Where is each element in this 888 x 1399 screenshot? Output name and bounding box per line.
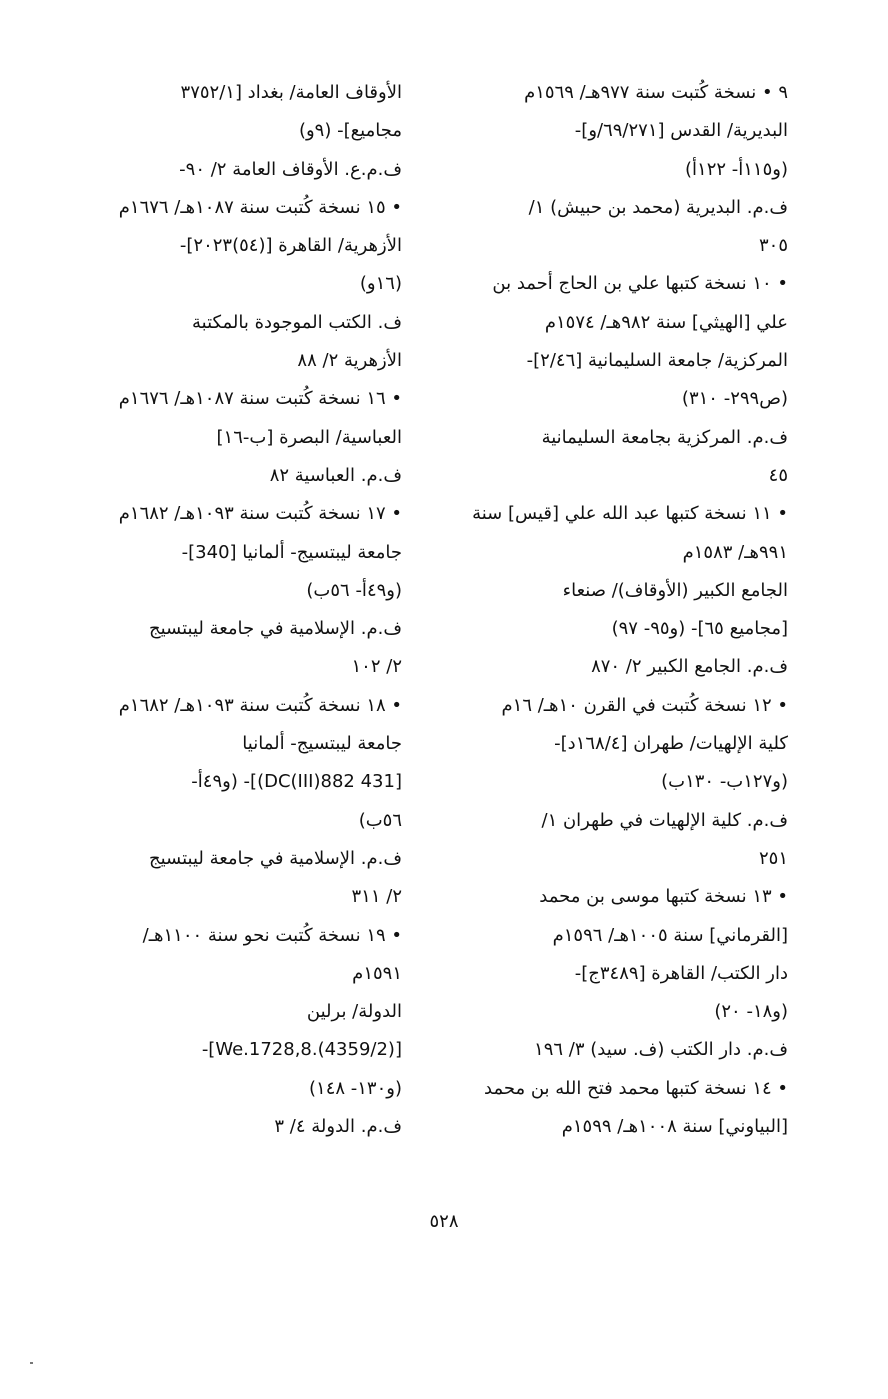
text-line: ف.م. المركزية بجامعة السليمانية bbox=[541, 426, 788, 448]
text-line: ٥٦ب) bbox=[358, 809, 402, 831]
text-line: • ١٧ نسخة كُتبت سنة ١٠٩٣هـ/ ١٦٨٢م bbox=[118, 503, 402, 525]
text-line: (ص٢٩٩- ٣١٠) bbox=[681, 388, 788, 410]
text-line: ٩ • نسخة كُتبت سنة ٩٧٧هـ/ ١٥٦٩م bbox=[524, 82, 788, 103]
text-line: ف.م. العباسية ٨٢ bbox=[269, 464, 402, 486]
text-line: [القرماني] سنة ١٠٠٥هـ/ ١٥٩٦م bbox=[552, 924, 788, 946]
text-line: علي [الهيثي] سنة ٩٨٢هـ/ ١٥٧٤م bbox=[544, 311, 788, 333]
text-line: ٢/ ١٠٢ bbox=[351, 656, 402, 678]
text-line: البديرية/ القدس [٦٩/٢٧١/و]- bbox=[574, 120, 788, 142]
text-line: المركزية/ جامعة السليمانية [٢/٤٦]- bbox=[526, 350, 788, 372]
text-line: (و٤٩أ- ٥٦ب) bbox=[306, 579, 402, 601]
text-line: (و١٨- ٢٠) bbox=[714, 1001, 788, 1023]
text-line: الجامع الكبير (الأوقاف)/ صنعاء bbox=[562, 579, 788, 601]
text-line: ف.م. الإسلامية في جامعة ليبتسيج bbox=[148, 847, 402, 869]
right-column bbox=[436, 74, 788, 1146]
text-line: ف.م. البديرية (محمد بن حبيش) ١/ bbox=[528, 196, 788, 218]
text-line: ٣٠٥ bbox=[758, 235, 788, 257]
left-column bbox=[56, 74, 402, 1146]
text-line: الأزهرية ٢/ ٨٨ bbox=[297, 350, 402, 372]
text-line: • ١٦ نسخة كُتبت سنة ١٠٨٧هـ/ ١٦٧٦م bbox=[118, 388, 402, 410]
text-line: (و١١٥أ- ١٢٢أ) bbox=[685, 158, 788, 180]
text-line: (و١٢٧ب- ١٣٠ب) bbox=[661, 771, 788, 793]
text-line: (و١٣٠- ١٤٨) bbox=[309, 1077, 402, 1099]
text-line: ف.م. الدولة ٤/ ٣ bbox=[274, 1116, 402, 1138]
text-line: • ١٤ نسخة كتبها محمد فتح الله بن محمد bbox=[484, 1077, 788, 1099]
text-line: كلية الإلهيات/ طهران [١٦٨/٤د]- bbox=[554, 733, 788, 755]
text-line: العباسية/ البصرة [ب-١٦] bbox=[216, 426, 402, 448]
text-line: الأوقاف العامة/ بغداد [٣٧٥٢/١ bbox=[180, 82, 402, 103]
text-line: [مجاميع ٦٥]- (و٩٥- ٩٧) bbox=[611, 618, 788, 640]
text-line: [We.1728,8.(4359/2)]- bbox=[201, 1039, 402, 1061]
text-line: الأزهرية/ القاهرة [(٥٤)٢٠٢٣]- bbox=[179, 235, 402, 257]
text-line: ٩٩١هـ/ ١٥٨٣م bbox=[682, 541, 788, 563]
text-line: جامعة ليبتسيج- ألمانيا [340]- bbox=[181, 541, 402, 563]
text-line: • ١٥ نسخة كُتبت سنة ١٠٨٧هـ/ ١٦٧٦م bbox=[118, 196, 402, 218]
text-line: ف.م. الجامع الكبير ٢/ ٨٧٠ bbox=[591, 656, 788, 678]
text-line: ف.م. الإسلامية في جامعة ليبتسيج bbox=[148, 618, 402, 640]
text-line: ٢/ ٣١١ bbox=[351, 886, 402, 908]
text-line: ف.م.ع. الأوقاف العامة ٢/ ٩٠- bbox=[179, 158, 402, 180]
text-line: ١٥٩١م bbox=[352, 962, 402, 984]
text-line: • ١٣ نسخة كتبها موسى بن محمد bbox=[539, 886, 788, 908]
text-line: ٤٥ bbox=[768, 464, 788, 486]
text-line: (١٦و) bbox=[359, 273, 402, 295]
text-line: ف. الكتب الموجودة بالمكتبة bbox=[192, 311, 402, 333]
text-line: ف.م. دار الكتب (ف. سيد) ٣/ ١٩٦ bbox=[534, 1039, 788, 1061]
page-number: ٥٢٨ bbox=[429, 1211, 459, 1232]
text-line: • ١٢ نسخة كُتبت في القرن ١٠هـ/ ١٦م bbox=[501, 694, 788, 716]
text-line: مجاميع]- (٩و) bbox=[298, 120, 402, 142]
text-line: جامعة ليبتسيج- ألمانيا bbox=[242, 733, 402, 755]
text-line: ٢٥١ bbox=[758, 847, 788, 869]
text-line: • ١٠ نسخة كتبها علي بن الحاج أحمد بن bbox=[492, 273, 788, 295]
text-line: دار الكتب/ القاهرة [٣٤٨٩ج]- bbox=[574, 962, 788, 984]
text-line: ف.م. كلية الإلهيات في طهران ١/ bbox=[541, 809, 788, 831]
text-line: [البياوني] سنة ١٠٠٨هـ/ ١٥٩٩م bbox=[561, 1116, 788, 1138]
text-line: • ١٩ نسخة كُتبت نحو سنة ١١٠٠هـ/ bbox=[142, 924, 402, 946]
scan-speck bbox=[30, 1362, 33, 1364]
text-line: [431 DC(III)882)]- (و٤٩أ- bbox=[191, 771, 402, 793]
text-line: • ١١ نسخة كتبها عبد الله علي [قيس] سنة bbox=[472, 503, 788, 525]
text-line: الدولة/ برلين bbox=[306, 1001, 402, 1023]
text-line: • ١٨ نسخة كُتبت سنة ١٠٩٣هـ/ ١٦٨٢م bbox=[118, 694, 402, 716]
